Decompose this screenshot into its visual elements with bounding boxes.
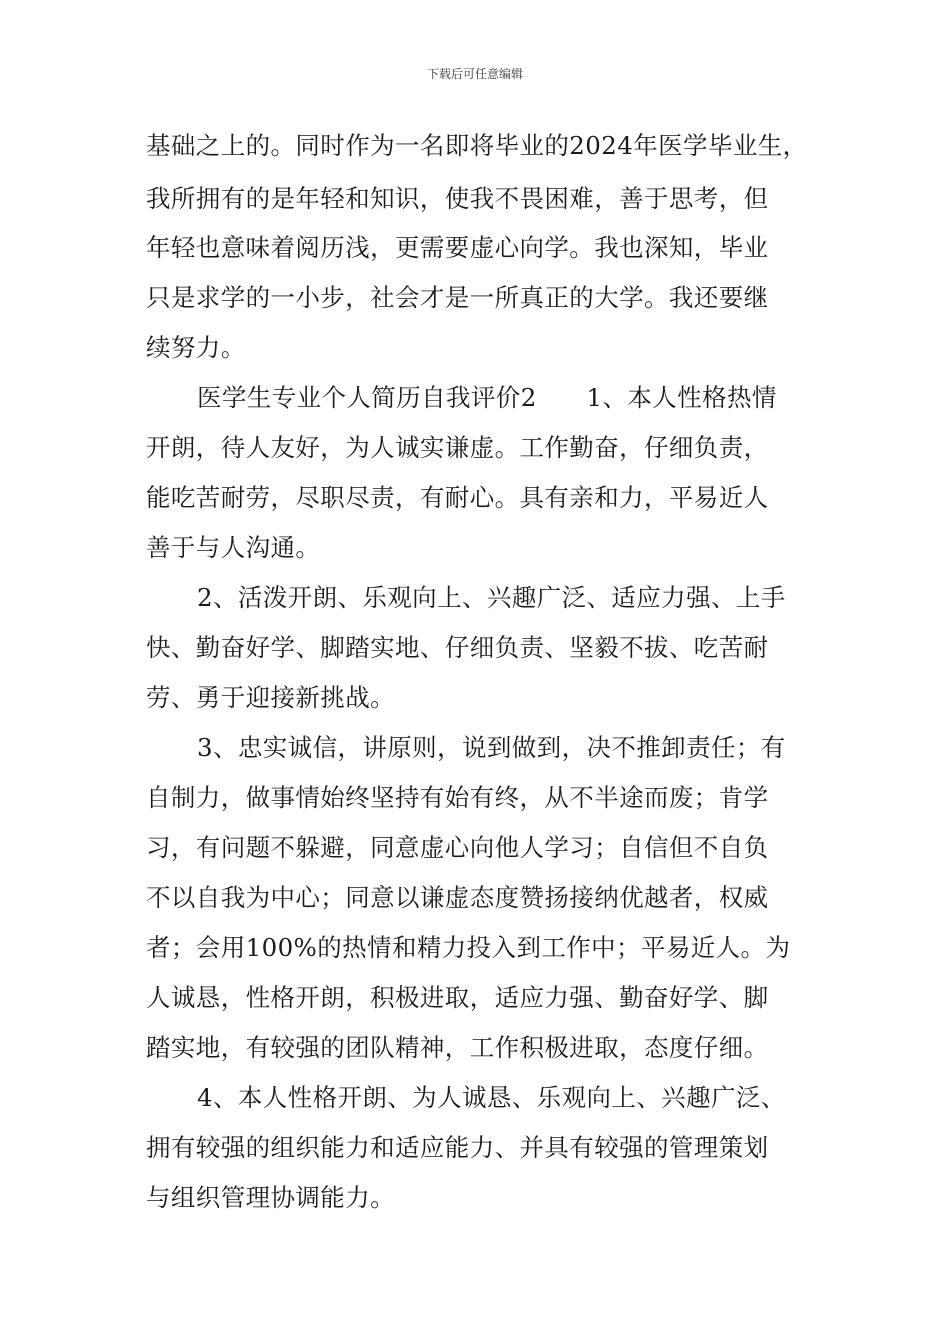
- paragraph-first-line: 2、活泼开朗、乐观向上、兴趣广泛、适应力强、上手: [197, 583, 786, 612]
- body-line: 我所拥有的是年轻和知识，使我不畏困难，善于思考，但: [146, 184, 769, 213]
- body-line: 自制力，做事情始终坚持有始有终，从不半途而废；肯学: [146, 783, 769, 812]
- body-line: 开朗，待人友好，为人诚实谦虚。工作勤奋，仔细负责，: [146, 433, 769, 462]
- body-line: 拥有较强的组织能力和适应能力、并具有较强的管理策划: [146, 1133, 769, 1162]
- body-line: 快、勤奋好学、脚踏实地、仔细负责、坚毅不拔、吃苦耐: [146, 633, 769, 662]
- paragraph-first-line: 4、本人性格开朗、为人诚恳、乐观向上、兴趣广泛、: [197, 1083, 786, 1112]
- body-line: 善于与人沟通。: [146, 533, 321, 562]
- body-line: 不以自我为中心；同意以谦虚态度赞扬接纳优越者，权威: [146, 883, 769, 912]
- body-line: 只是求学的一小步，社会才是一所真正的大学。我还要继: [146, 283, 769, 312]
- body-line: 习，有问题不躲避，同意虚心向他人学习；自信但不自负: [146, 833, 769, 862]
- body-line: 年轻也意味着阅历浅，更需要虚心向学。我也深知，毕业: [146, 233, 769, 262]
- body-line: 人诚恳，性格开朗，积极进取，适应力强、勤奋好学、脚: [146, 983, 769, 1012]
- body-line: 踏实地，有较强的团队精神，工作积极进取，态度仔细。: [146, 1033, 769, 1062]
- body-line: 续努力。: [146, 333, 246, 362]
- body-line: 者；会用100%的热情和精力投入到工作中；平易近人。为: [146, 933, 791, 962]
- paragraph-first-line: 医学生专业个人简历自我评价2 1、本人性格热情: [197, 383, 777, 412]
- page-header: 下载后可任意编辑: [426, 67, 523, 81]
- body-line: 基础之上的。同时作为一名即将毕业的2024年医学毕业生，: [146, 131, 808, 160]
- body-line: 与组织管理协调能力。: [146, 1183, 395, 1212]
- body-line: 劳、勇于迎接新挑战。: [146, 683, 395, 712]
- paragraph-first-line: 3、忠实诚信，讲原则，说到做到，决不推卸责任；有: [197, 733, 786, 762]
- body-line: 能吃苦耐劳，尽职尽责，有耐心。具有亲和力，平易近人: [146, 483, 769, 512]
